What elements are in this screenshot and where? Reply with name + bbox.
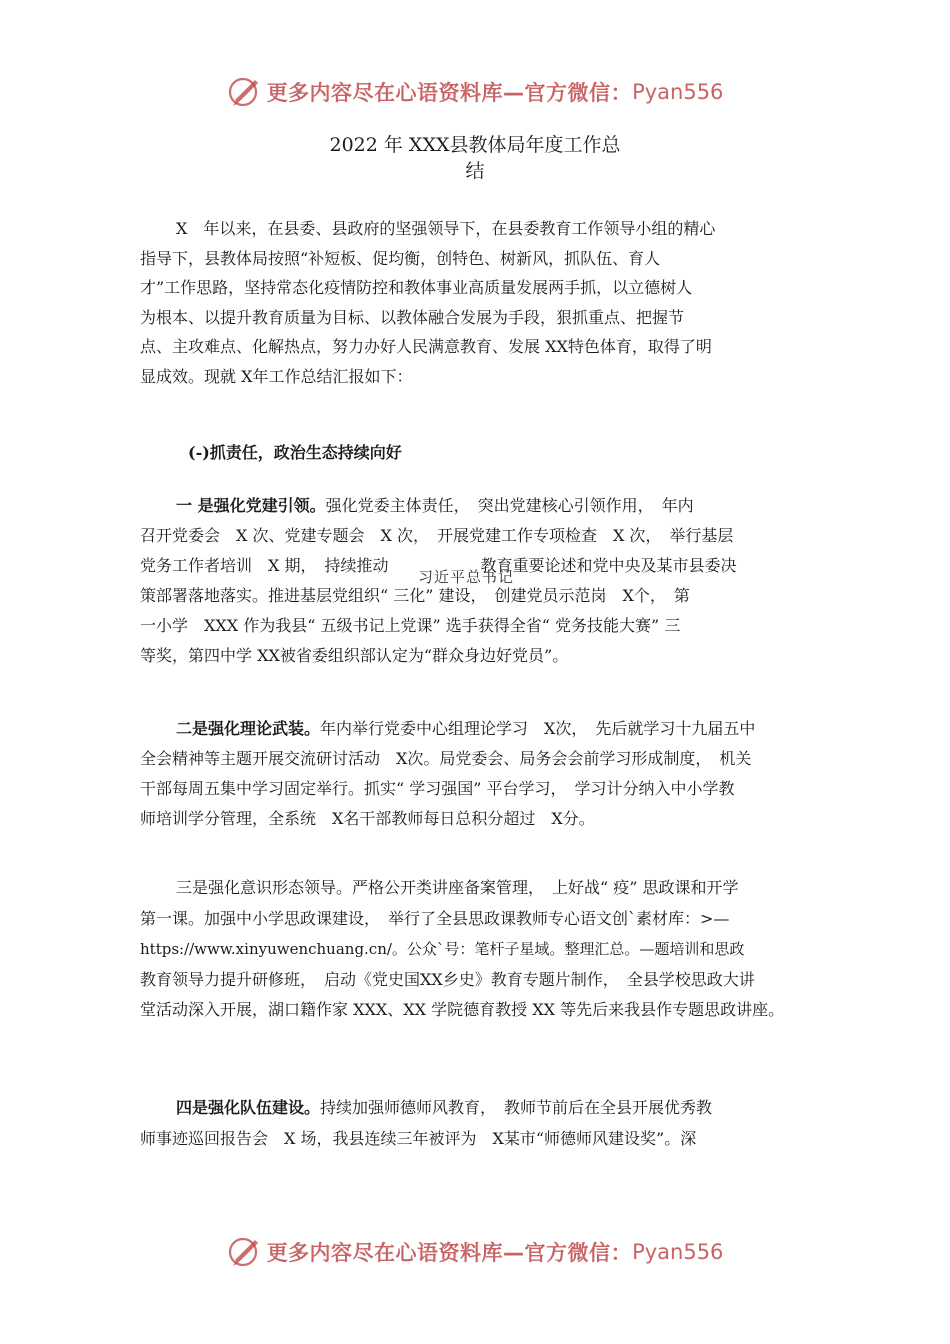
- paragraph-line: 策部署落地落实。推进基层党组织“ 三化” 建设， 创建党员示范岗 X个， 第: [140, 586, 690, 605]
- banner-handle: Pyan556: [632, 1240, 724, 1264]
- paragraph-lead: 二是强化理论武装。: [176, 719, 321, 738]
- section-heading: (-)抓责任，政治生态持续向好: [188, 443, 402, 462]
- intro-line: 点、主攻难点、化解热点，努力办好人民满意教育、发展 XX特色体育，取得了明: [140, 337, 712, 356]
- page-title: [0, 132, 950, 184]
- paragraph-line: https://www.xinyuwenchuang.cn/。公众`号：笔杆子星域。整理汇总。—题培训和思政: [140, 940, 745, 958]
- paragraph-text: 党务工作者培训 X 期， 持续推动: [140, 556, 389, 575]
- paragraph-line: 干部每周五集中学习固定举行。抓实“ 学习强国” 平台学习， 学习计分纳入中小学教: [140, 779, 735, 798]
- intro-line: 显成效。现就 X年工作总结汇报如下：: [140, 366, 413, 386]
- banner-text: 更多内容尽在心语资料库—官方微信：: [266, 81, 633, 105]
- paragraph-text: 持续加强师德师风教育， 教师节前后在全县开展优秀教: [320, 1098, 713, 1117]
- paragraph-ideology: [140, 873, 830, 1026]
- paragraph-text: 强化党委主体责任， 突出党建核心引领作用， 年内: [325, 496, 694, 515]
- footer-watermark-banner: [0, 1232, 950, 1272]
- paragraph-team: [140, 1092, 830, 1154]
- banner-handle: Pyan556: [632, 80, 724, 104]
- paragraph-line: 师事迹巡回报告会 X 场，我县连续三年被评为 X某市“师德师风建设奖”。深: [140, 1129, 697, 1148]
- paragraph-line: 三是强化意识形态领导。严格公开类讲座备案管理， 上好战“ 疫” 思政课和开学: [176, 878, 739, 897]
- paragraph-line: 一小学 XXX 作为我县“ 五级书记上党课” 选手获得全省“ 党务技能大赛” 三: [140, 616, 681, 635]
- paragraph-line: 全会精神等主题开展交流研讨活动 X次。局党委会、局务会会前学习形成制度， 机关: [140, 749, 752, 768]
- intro-line: 为根本、以提升教育质量为目标、以教体融合发展为手段，狠抓重点、把握节: [140, 307, 685, 327]
- paragraph-line: 第一课。加强中小学思政课建设， 举行了全县思政课教师专心语文创`素材库：>—: [140, 908, 730, 928]
- paragraph-line: 等奖，第四中学 XX被省委组织部认定为“群众身边好党员”。: [140, 646, 569, 665]
- title-line-1: 2022 年 XXX县教体局年度工作总: [329, 134, 621, 156]
- paragraph-text: 年内举行党委中心组理论学习 X次， 先后就学习十九届五中: [320, 719, 756, 738]
- paragraph-lead: 四是强化队伍建设。: [176, 1098, 321, 1117]
- pen-logo-icon: [227, 1234, 263, 1270]
- overlapping-text: 习近平总书记: [418, 568, 515, 586]
- paragraph-line: 堂活动深入开展，湖口籍作家 XXX、XX 学院德育教授 XX 等先后来我县作专题思政讲座。: [140, 1000, 785, 1019]
- intro-line: 指导下，县教体局按照“补短板、促均衡，创特色、树新风，抓队伍、育人: [140, 248, 661, 268]
- paragraph-theory: [140, 714, 830, 834]
- intro-line: 才”工作思路，坚持常态化疫情防控和教体事业高质量发展两手抓，以立德树人: [140, 278, 693, 297]
- header-watermark-banner: [0, 72, 950, 112]
- paragraph-text: 教育重要论述和党中央及某市县委决: [480, 556, 737, 575]
- title-line-2: 结: [465, 160, 485, 182]
- paragraph-line: 教育领导力提升研修班， 启动《党史国XX乡史》教育专题片制作， 全县学校思政大讲: [140, 969, 755, 989]
- intro-paragraph: [140, 214, 830, 391]
- intro-line: X 年以来，在县委、县政府的坚强领导下，在县委教育工作领导小组的精心: [176, 219, 716, 238]
- pen-logo-icon: [227, 74, 263, 110]
- paragraph-line: 师培训学分管理，全系统 X名干部教师每日总积分超过 X分。: [140, 809, 595, 828]
- paragraph-lead: 一 是强化党建引领。: [176, 496, 326, 515]
- paragraph-line: 召开党委会 X 次、党建专题会 X 次， 开展党建工作专项检查 X 次， 举行基层: [140, 526, 734, 545]
- banner-text: 更多内容尽在心语资料库—官方微信：: [266, 1241, 633, 1265]
